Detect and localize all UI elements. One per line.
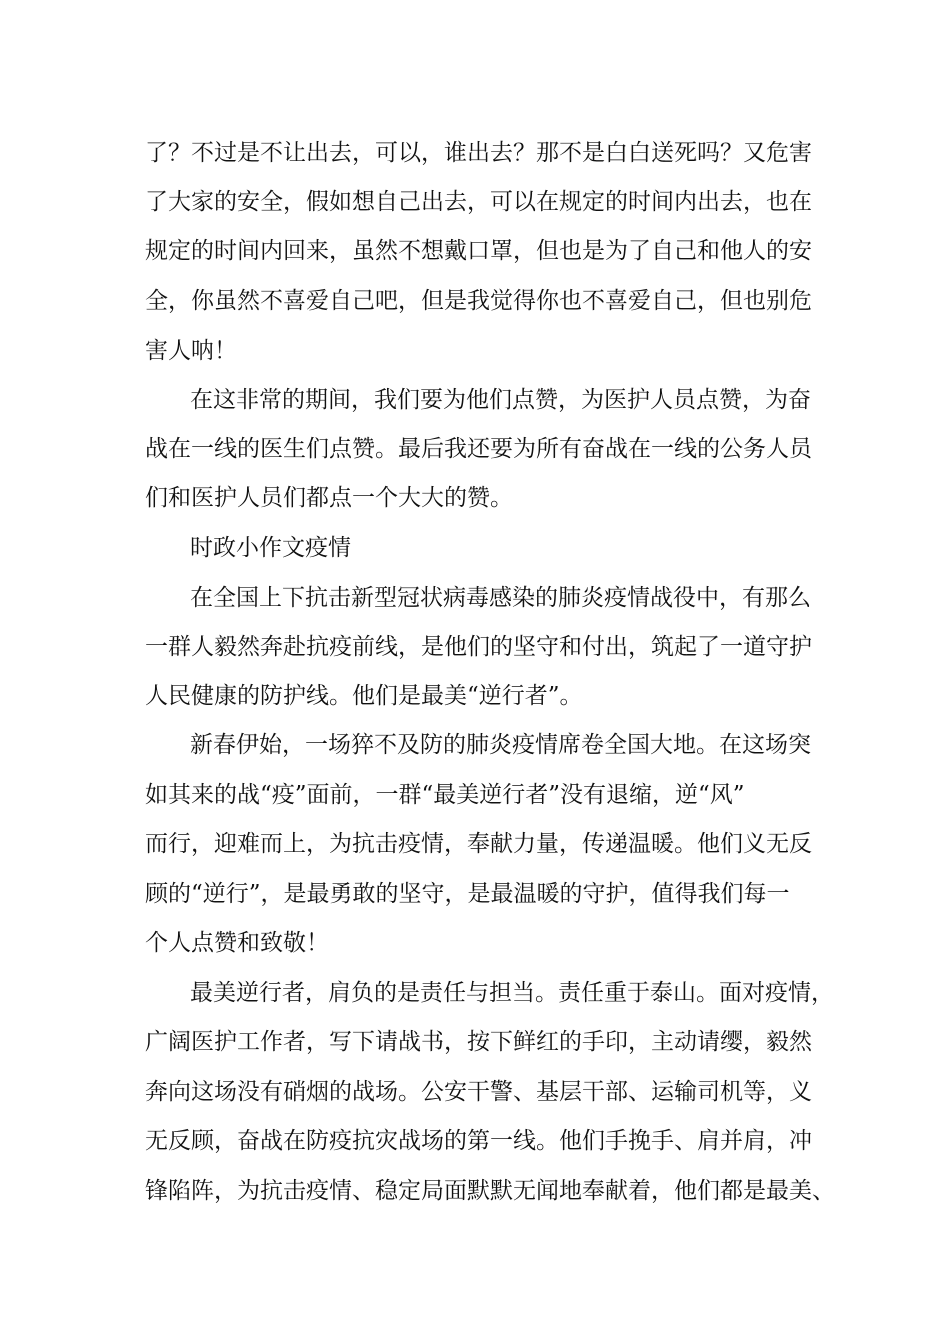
text-line: 顾的“逆行”，是最勇敢的坚守，是最温暖的守护，值得我们每一 — [145, 881, 790, 907]
text-line: 战在一线的医生们点赞。最后我还要为所有奋战在一线的公务人员 — [145, 436, 812, 462]
text-line: 无反顾，奋战在防疫抗灾战场的第一线。他们手挽手、肩并肩，冲 — [145, 1128, 812, 1154]
text-line: 新春伊始，一场猝不及防的肺炎疫情席卷全国大地。在这场突 — [190, 732, 811, 758]
text-line: 锋陷阵，为抗击疫情、稳定局面默默无闻地奉献着，他们都是最美、 — [145, 1178, 835, 1204]
text-line: 规定的时间内回来，虽然不想戴口罩，但也是为了自己和他人的安 — [145, 238, 812, 264]
text-line: 最美逆行者，肩负的是责任与担当。责任重于泰山。面对疫情， — [190, 980, 834, 1006]
text-line: 奔向这场没有硝烟的战场。公安干警、基层干部、运输司机等，义 — [145, 1079, 812, 1105]
text-line: 人民健康的防护线。他们是最美“逆行者”。 — [145, 683, 583, 709]
text-line: 如其来的战“疫”面前，一群“最美逆行者”没有退缩，逆“风” — [145, 782, 745, 808]
text-line: 在这非常的期间，我们要为他们点赞，为医护人员点赞，为奋 — [190, 387, 811, 413]
text-line: 了？不过是不让出去，可以，谁出去？那不是白白送死吗？又危害 — [145, 140, 812, 166]
text-line: 在全国上下抗击新型冠状病毒感染的肺炎疫情战役中，有那么 — [190, 585, 811, 611]
text-line: 而行，迎难而上，为抗击疫情，奉献力量，传递温暖。他们义无反 — [145, 831, 812, 857]
text-line: 害人呐！ — [145, 338, 237, 364]
text-line: 一群人毅然奔赴抗疫前线，是他们的坚守和付出，筑起了一道守护 — [145, 634, 812, 660]
section-heading: 时政小作文疫情 — [190, 535, 351, 561]
text-line: 全，你虽然不喜爱自己吧，但是我觉得你也不喜爱自己，但也别危 — [145, 288, 812, 314]
text-line: 个人点赞和致敬！ — [145, 930, 329, 956]
text-line: 了大家的安全，假如想自己出去，可以在规定的时间内出去，也在 — [145, 189, 812, 215]
text-line: 们和医护人员们都点一个大大的赞。 — [145, 485, 513, 511]
text-line: 广阔医护工作者，写下请战书，按下鲜红的手印，主动请缨，毅然 — [145, 1029, 812, 1055]
